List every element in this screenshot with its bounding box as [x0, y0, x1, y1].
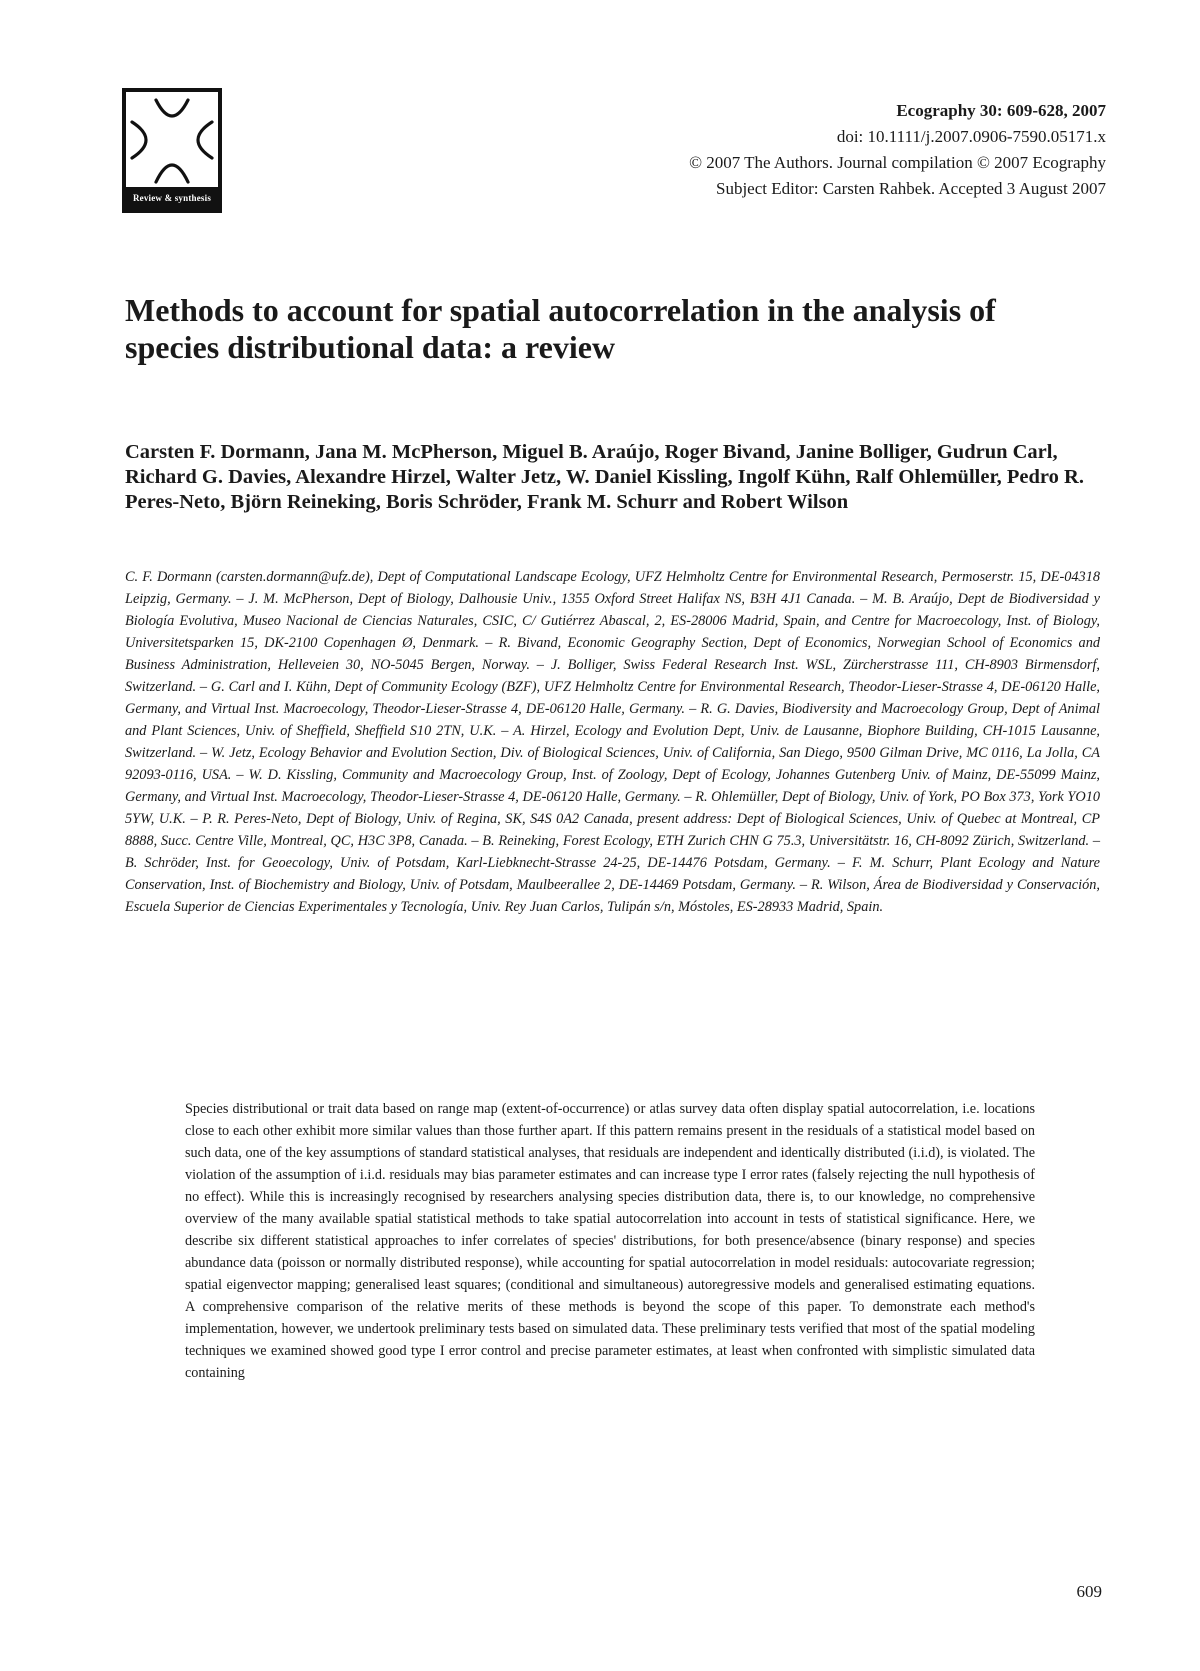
- page-number: 609: [1076, 1582, 1102, 1601]
- paper-title: Methods to account for spatial autocorrelation in the analysis of species distributional data: a review: [125, 292, 996, 365]
- citation: Ecography 30: 609-628, 2007: [896, 101, 1106, 120]
- abstract: Species distributional or trait data based on range map (extent-of-occurrence) or atlas survey data often display spatial autocorrelation, i.e. locations close to each other exhibit more similar values than those further apart. If this pattern remains present in the residuals of a statistical model based on such data, one of the key assumptions of standard statistical analyses, that residuals are independent and identically distributed (i.i.d), is violated. The violation of the assumption of i.i.d. residuals may bias parameter estimates and can increase type I error rates (falsely rejecting the null hypothesis of no effect). While this is increasingly recognised by researchers analysing species distribution data, there is, to our knowledge, no comprehensive overview of the many available spatial statistical methods to take spatial autocorrelation into account in tests of statistical significance. Here, we describe six different statistical approaches to infer correlates of species' distributions, for both presence/absence (binary response) and species abundance data (poisson or normally distributed response), while accounting for spatial autocorrelation in model residuals: autocovariate regression; spatial eigenvector mapping; generalised least squares; (conditional and simultaneous) autoregressive models and generalised estimating equations. A comprehensive comparison of the relative merits of these methods is beyond the scope of this paper. To demonstrate each method's implementation, however, we undertook preliminary tests based on simulated data. These preliminary tests verified that most of the spatial modeling techniques we examined showed good type I error control and precise parameter estimates, at least when confronted with simplistic simulated data containing: [185, 1101, 1035, 1381]
- author-list: Carsten F. Dormann, Jana M. McPherson, Miguel B. Araújo, Roger Bivand, Janine Bolliger, Gudrun Carl, Richard G. Davies, Alexandre Hirzel, Walter Jetz, W. Daniel Kissling, Ingolf Kühn, Ralf Ohlemüller, Pedro R. Peres-Neto, Björn Reineking, Boris Schröder, Frank M. Schurr and Robert Wilson: [125, 441, 1084, 513]
- copyright: © 2007 The Authors. Journal compilation © 2007 Ecography: [689, 153, 1106, 172]
- author-affiliations: C. F. Dormann (carsten.dormann@ufz.de), Dept of Computational Landscape Ecology, UFZ Helmholtz Centre for Environmental Research, Permoserstr. 15, DE-04318 Leipzig, Germany. – J. M. McPherson, Dept of Biology, Dalhousie Univ., 1355 Oxford Street Halifax NS, B3H 4J1 Canada. – M. B. Araújo, Dept de Biodiversidad y Biología Evolutiva, Museo Nacional de Ciencias Naturales, CSIC, C/ Gutiérrez Abascal, 2, ES-28006 Madrid, Spain, and Centre for Macroecology, Inst. of Biology, Universitetsparken 15, DK-2100 Copenhagen Ø, Denmark. – R. Bivand, Economic Geography Section, Dept of Economics, Norwegian School of Economics and Business Administration, Helleveien 30, NO-5045 Bergen, Norway. – J. Bolliger, Swiss Federal Research Inst. WSL, Zürcherstrasse 111, CH-8903 Birmensdorf, Switzerland. – G. Carl and I. Kühn, Dept of Community Ecology (BZF), UFZ Helmholtz Centre for Environmental Research, Theodor-Lieser-Strasse 4, DE-06120 Halle, Germany, and Virtual Inst. Macroecology, Theodor-Lieser-Strasse 4, DE-06120 Halle, Germany. – R. G. Davies, Biodiversity and Macroecology Group, Dept of Animal and Plant Sciences, Univ. of Sheffield, Sheffield S10 2TN, U.K. – A. Hirzel, Ecology and Evolution Dept, Univ. de Lausanne, Biophore Building, CH-1015 Lausanne, Switzerland. – W. Jetz, Ecology Behavior and Evolution Section, Div. of Biological Sciences, Univ. of California, San Diego, 9500 Gilman Drive, MC 0116, La Jolla, CA 92093-0116, USA. – W. D. Kissling, Community and Macroecology Group, Inst. of Zoology, Dept of Ecology, Johannes Gutenberg Univ. of Mainz, DE-55099 Mainz, Germany, and Virtual Inst. Macroecology, Theodor-Lieser-Strasse 4, DE-06120 Halle, Germany. – R. Ohlemüller, Dept of Biology, Univ. of York, PO Box 373, York YO10 5YW, U.K. – P. R. Peres-Neto, Dept of Biology, Univ. of Regina, SK, S4S 0A2 Canada, present address: Dept of Biological Sciences, Univ. of Quebec at Montreal, CP 8888, Succ. Centre Ville, Montreal, QC, H3C 3P8, Canada. – B. Reineking, Forest Ecology, ETH Zurich CHN G 75.3, Universitätstr. 16, CH-8092 Zürich, Switzerland. – B. Schröder, Inst. for Geoecology, Univ. of Potsdam, Karl-Liebknecht-Strasse 24-25, DE-14476 Potsdam, Germany. – F. M. Schurr, Plant Ecology and Nature Conservation, Inst. of Biochemistry and Biology, Univ. of Potsdam, Maulbeerallee 2, DE-14469 Potsdam, Germany. – R. Wilson, Área de Biodiversidad y Conservación, Escuela Superior de Ciencias Experimentales y Tecnología, Univ. Rey Juan Carlos, Tulipán s/n, Móstoles, ES-28933 Madrid, Spain.: [125, 569, 1100, 915]
- journal-logo: [122, 88, 222, 213]
- doi: doi: 10.1111/j.2007.0906-7590.05171.x: [836, 127, 1106, 146]
- review-synthesis-logo-icon: [126, 92, 218, 187]
- subject-editor: Subject Editor: Carsten Rahbek. Accepted 3 August 2007: [716, 179, 1106, 198]
- logo-band-text: Review & synthesis: [126, 187, 218, 209]
- journal-header: [689, 98, 1106, 202]
